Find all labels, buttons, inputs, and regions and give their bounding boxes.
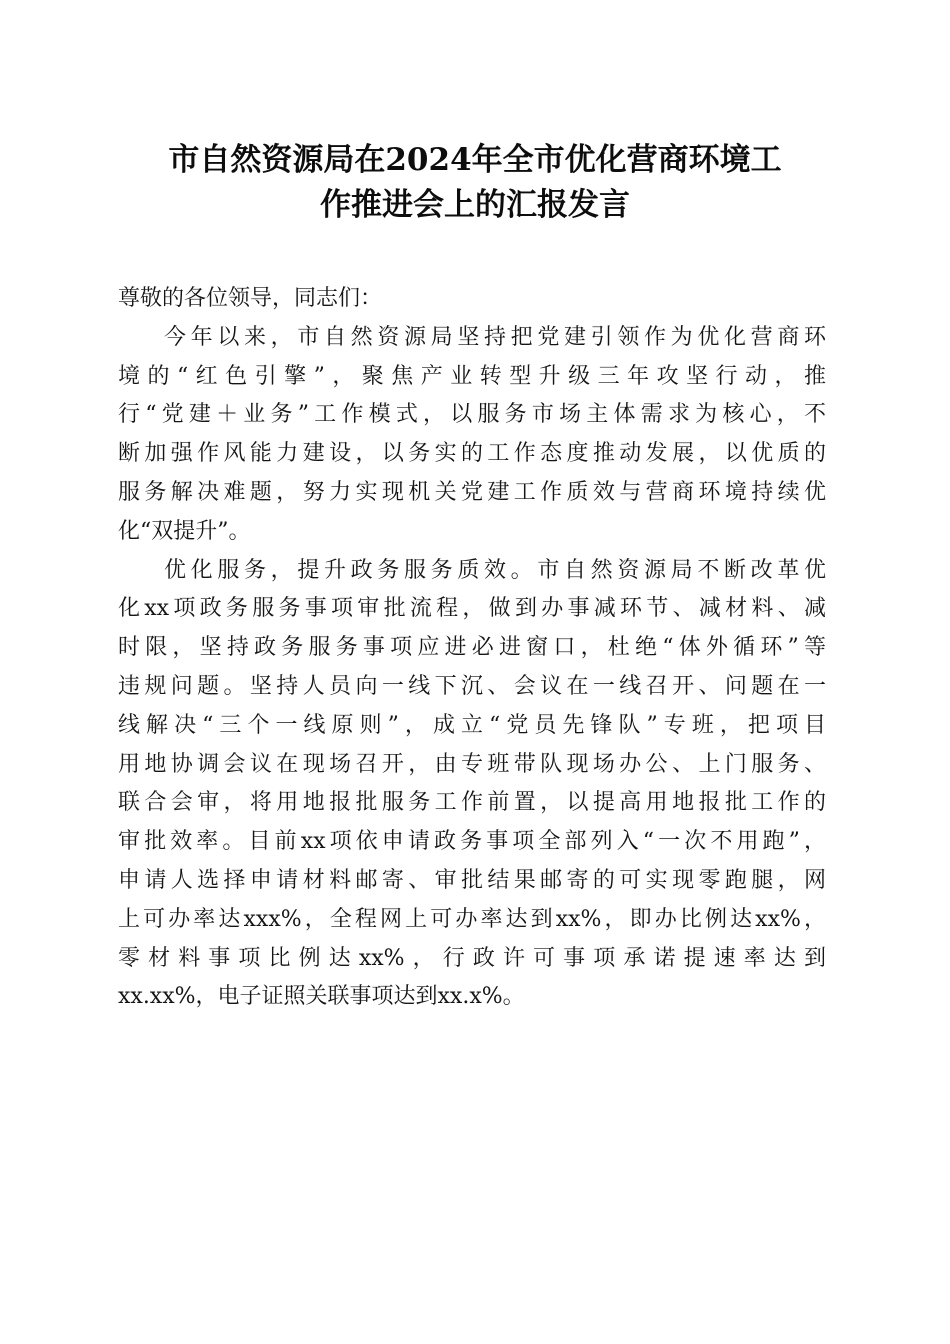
paragraph-line: 上可办率达xxx%，全程网上可办率达到xx%，即办比例达xx%，: [118, 906, 826, 932]
paragraph-line: xx.xx%，电子证照关联事项达到xx.x%。: [118, 984, 525, 1010]
paragraph-line: 境的“红色引擎”，聚焦产业转型升级三年攻坚行动，推: [118, 363, 826, 389]
paragraph-line: 联合会审，将用地报批服务工作前置，以提高用地报批工作的: [118, 790, 826, 816]
paragraph-line: 零材料事项比例达xx%，行政许可事项承诺提速率达到: [118, 945, 826, 971]
paragraph-line: 审批效率。目前xx项依申请政务事项全部列入“一次不用跑”，: [118, 829, 826, 855]
paragraph-line: 优化服务，提升政务服务质效。市自然资源局不断改革优: [164, 557, 826, 583]
title-line-1: 市自然资源局在2024年全市优化营商环境工: [168, 142, 782, 178]
paragraph-line: 用地协调会议在现场召开，由专班带队现场办公、上门服务、: [118, 751, 826, 777]
paragraph-line: 线解决“三个一线原则”，成立“党员先锋队”专班，把项目: [118, 712, 826, 738]
paragraph-line: 服务解决难题，努力实现机关党建工作质效与营商环境持续优: [118, 479, 826, 505]
paragraph-line: 化“双提升”。: [118, 518, 251, 544]
paragraph-line: 今年以来，市自然资源局坚持把党建引领作为优化营商环: [164, 324, 826, 350]
paragraph-line: 违规问题。坚持人员向一线下沉、会议在一线召开、问题在一: [118, 673, 826, 699]
document-body: [118, 280, 826, 1017]
salutation: 尊敬的各位领导，同志们：: [118, 286, 383, 311]
paragraph-service: [118, 552, 826, 1018]
title-line-2: 作推进会上的汇报发言: [320, 187, 630, 223]
paragraph-line: 断加强作风能力建设，以务实的工作态度推动发展，以优质的: [118, 441, 826, 467]
paragraph-line: 申请人选择申请材料邮寄、审批结果邮寄的可实现零跑腿，网: [118, 867, 826, 893]
document-title: [120, 138, 830, 228]
paragraph-line: 时限，坚持政务服务事项应进必进窗口，杜绝“体外循环”等: [118, 635, 826, 661]
paragraph-line: 化xx项政务服务事项审批流程，做到办事减环节、减材料、减: [118, 596, 826, 622]
paragraph-line: 行“党建＋业务”工作模式，以服务市场主体需求为核心，不: [118, 402, 826, 428]
paragraph-intro: [118, 319, 826, 552]
